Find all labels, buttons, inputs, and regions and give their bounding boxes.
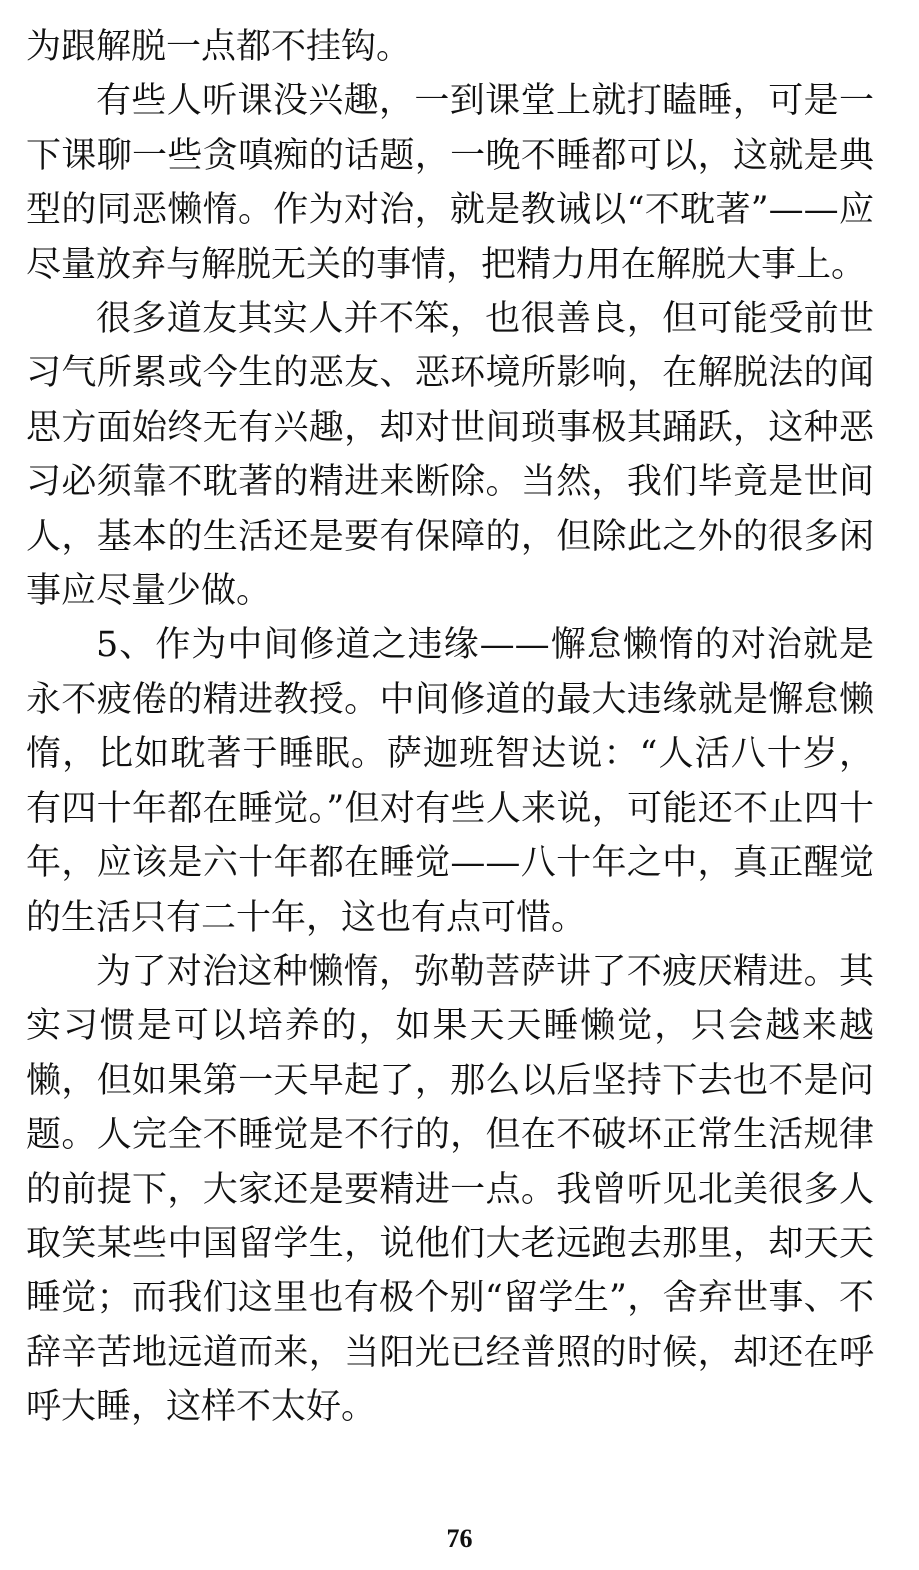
paragraph: 有些人听课没兴趣，一到课堂上就打瞌睡，可是一下课聊一些贪嗔痴的话题，一晚不睡都可以，这就是典型的同恶懒惰。作为对治，就是教诫以“不耽著”——应尽量放弃与解脱无关的事情，把精力用在解脱大事上。 bbox=[26, 81, 874, 285]
page-body bbox=[26, 20, 874, 1435]
paragraph: 为跟解脱一点都不挂钩。 bbox=[26, 27, 412, 67]
page-number: 76 bbox=[446, 1524, 473, 1553]
paragraph: 为了对治这种懒惰，弥勒菩萨讲了不疲厌精进。其实习惯是可以培养的，如果天天睡懒觉，只会越来越懒，但如果第一天早起了，那么以后坚持下去也不是问题。人完全不睡觉是不行的，但在不破坏正常生活规律的前提下，大家还是要精进一点。我曾听见北美很多人取笑某些中国留学生，说他们大老远跑去那里，却天天睡觉；而我们这里也有极个别“留学生”，舍弃世事、不辞辛苦地远道而来，当阳光已经普照的时候，却还在呼呼大睡，这样不太好。 bbox=[26, 951, 874, 1428]
paragraph: 5、作为中间修道之违缘——懈怠懒惰的对治就是永不疲倦的精进教授。中间修道的最大违缘就是懈怠懒惰，比如耽著于睡眠。萨迦班智达说：“人活八十岁，有四十年都在睡觉。”但对有些人来说，可能还不止四十年，应该是六十年都在睡觉——八十年之中，真正醒觉的生活只有二十年，这也有点可惜。 bbox=[26, 625, 874, 938]
paragraph: 很多道友其实人并不笨，也很善良，但可能受前世习气所累或今生的恶友、恶环境所影响，在解脱法的闻思方面始终无有兴趣，却对世间琐事极其踊跃，这种恶习必须靠不耽著的精进来断除。当然，我们毕竟是世间人，基本的生活还是要有保障的，但除此之外的很多闲事应尽量少做。 bbox=[26, 299, 874, 612]
